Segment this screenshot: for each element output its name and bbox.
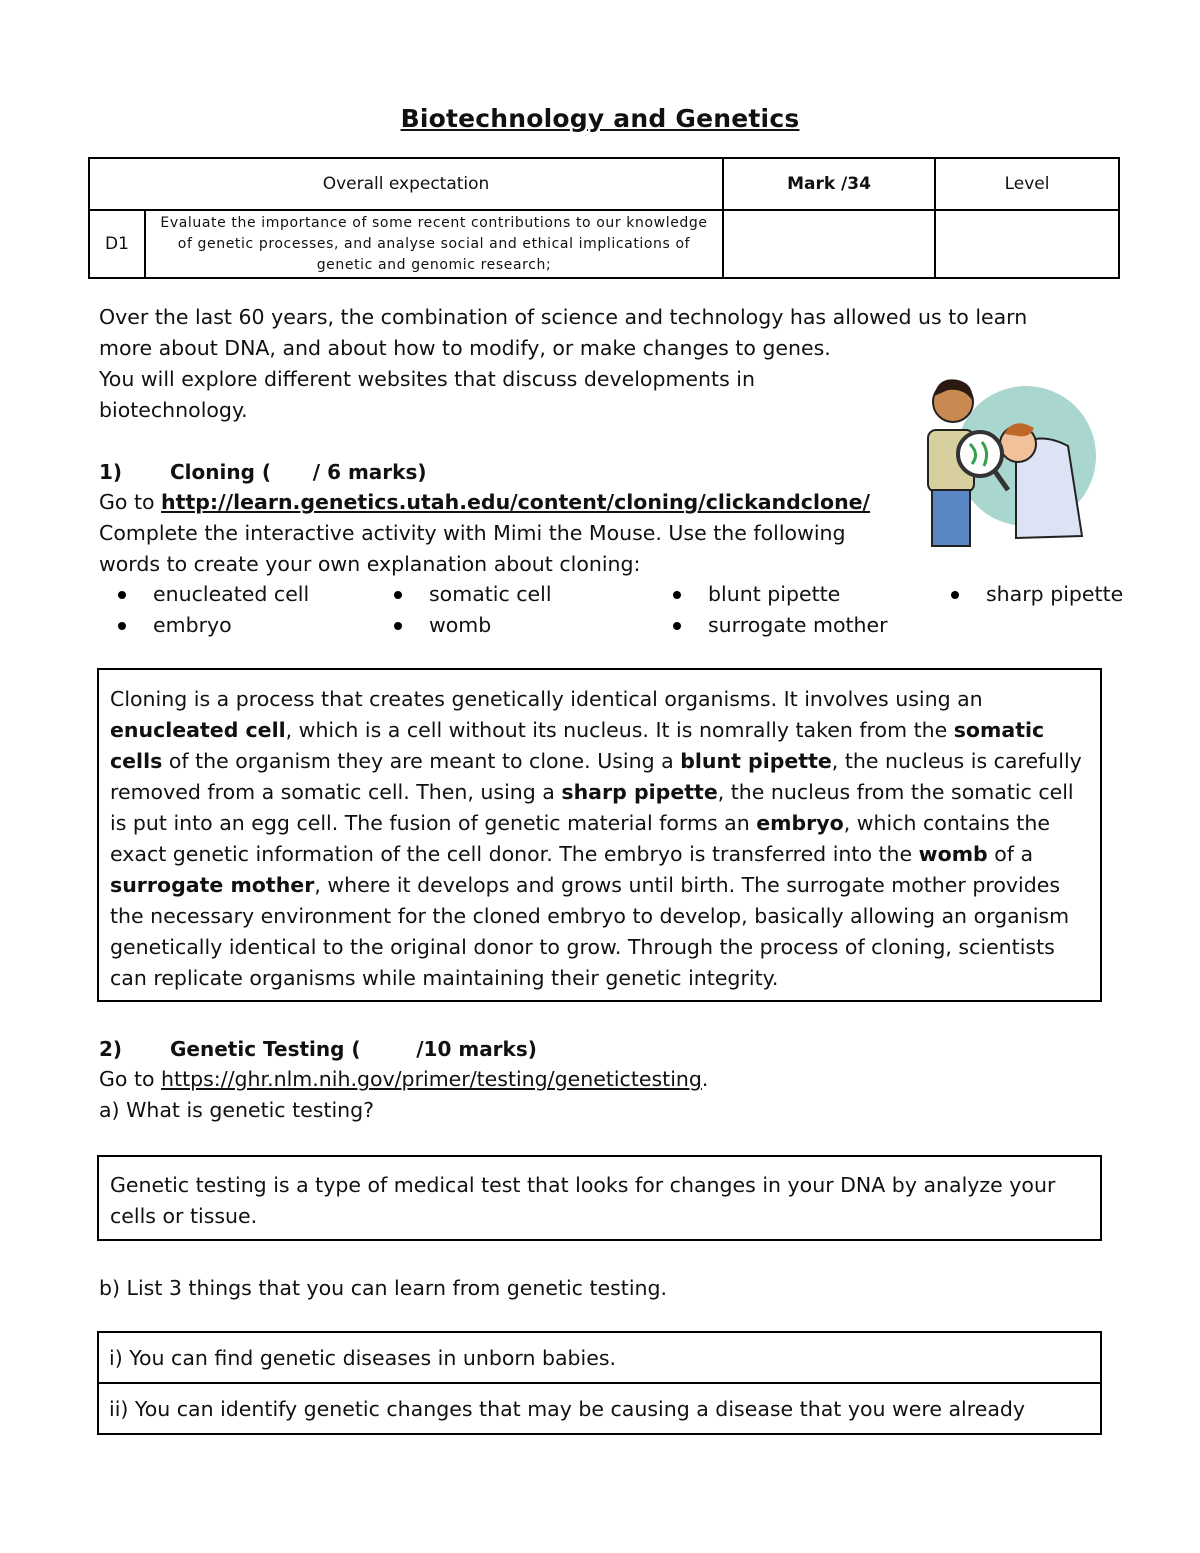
list-item <box>394 610 673 641</box>
expectation-header: Overall expectation <box>89 158 723 210</box>
scientist-magnifier-illustration <box>918 372 1100 550</box>
bullet-icon <box>673 591 681 599</box>
section2-number: 2) <box>99 1037 123 1061</box>
section1-title: Cloning ( / 6 marks) <box>170 460 427 484</box>
bullet-icon <box>673 622 681 630</box>
expectation-text: Evaluate the importance of some recent contributions to our knowledge of genetic processes, and analyse social and ethical implications of genetic and genomic research; <box>145 210 723 278</box>
instruction-line: Complete the interactive activity with Mimi the Mouse. Use the following <box>99 521 846 545</box>
word-text: womb <box>429 613 492 637</box>
level-header: Level <box>935 158 1119 210</box>
list-item <box>118 579 394 610</box>
expectation-code: D1 <box>89 210 145 278</box>
list-item <box>673 610 951 641</box>
section1-instructions <box>99 487 870 580</box>
question-a: a) What is genetic testing? <box>99 1098 375 1122</box>
cloning-answer-text: Cloning is a process that creates genetically identical organisms. It involves using an enucleated cell, which is a cell without its nucleus. It is nomrally taken from the somatic cells of the organism they are meant to clone. Using a blunt pipette, the nucleus is carefully removed from a somatic cell. Then, using a sharp pipette, the nucleus from the somatic cell is put into an egg cell. The fusion of genetic material forms an embryo, which contains the exact genetic information of the cell donor. The embryo is transferred into the womb of a surrogate mother, where it develops and grows until birth. The surrogate mother provides the necessary environment for the cloned embryo to develop, basically allowing an organism genetically identical to the original donor to grow. Through the process of cloning, scientists can replicate organisms while maintaining their genetic integrity. <box>110 687 1082 990</box>
list-item <box>394 579 673 610</box>
intro-line: Over the last 60 years, the combination of science and technology has allowed us to learn <box>99 305 1028 329</box>
cloning-link[interactable]: http://learn.genetics.utah.edu/content/cloning/clickandclone/ <box>161 490 871 514</box>
intro-paragraph <box>99 302 1027 426</box>
section2-title: Genetic Testing ( /10 marks) <box>170 1037 537 1061</box>
level-cell[interactable] <box>935 210 1119 278</box>
rubric-table <box>88 157 1120 279</box>
list-item <box>118 610 394 641</box>
genetic-testing-link[interactable]: https://ghr.nlm.nih.gov/primer/testing/genetictesting <box>161 1067 702 1091</box>
bullet-icon <box>951 591 959 599</box>
go-to-label: Go to <box>99 490 162 514</box>
word-text: sharp pipette <box>986 582 1124 606</box>
intro-line: You will explore different websites that discuss developments in <box>99 367 755 391</box>
word-text: somatic cell <box>429 582 552 606</box>
bullet-icon <box>394 591 402 599</box>
answer-b-table <box>97 1331 1102 1435</box>
bullet-icon <box>118 591 126 599</box>
instruction-line: words to create your own explanation about cloning: <box>99 552 641 576</box>
answer-b-row[interactable]: i) You can find genetic diseases in unborn babies. <box>98 1332 1101 1383</box>
word-text: enucleated cell <box>153 582 310 606</box>
list-item <box>673 579 951 610</box>
word-text: surrogate mother <box>708 613 888 637</box>
section1-number: 1) <box>99 460 123 484</box>
section1-heading <box>99 460 427 484</box>
bullet-icon <box>118 622 126 630</box>
answer-a-box[interactable] <box>97 1155 1102 1241</box>
section2-instructions <box>99 1064 708 1126</box>
mark-cell[interactable] <box>723 210 935 278</box>
page-title: Biotechnology and Genetics <box>400 104 800 133</box>
list-item <box>951 579 1151 610</box>
word-list <box>118 579 1138 641</box>
cloning-answer-box[interactable] <box>97 668 1102 1002</box>
link-period: . <box>701 1067 709 1091</box>
bullet-icon <box>394 622 402 630</box>
mark-header: Mark /34 <box>723 158 935 210</box>
answer-a-text: Genetic testing is a type of medical test that looks for changes in your DNA by analyze your cells or tissue. <box>110 1173 1056 1228</box>
intro-line: more about DNA, and about how to modify, or make changes to genes. <box>99 336 831 360</box>
word-text: blunt pipette <box>708 582 841 606</box>
section2-heading <box>99 1037 537 1061</box>
go-to-label: Go to <box>99 1067 162 1091</box>
word-text: embryo <box>153 613 232 637</box>
question-b: b) List 3 things that you can learn from genetic testing. <box>99 1276 668 1300</box>
intro-line: biotechnology. <box>99 398 248 422</box>
answer-b-row[interactable]: ii) You can identify genetic changes that may be causing a disease that you were already <box>98 1383 1101 1434</box>
